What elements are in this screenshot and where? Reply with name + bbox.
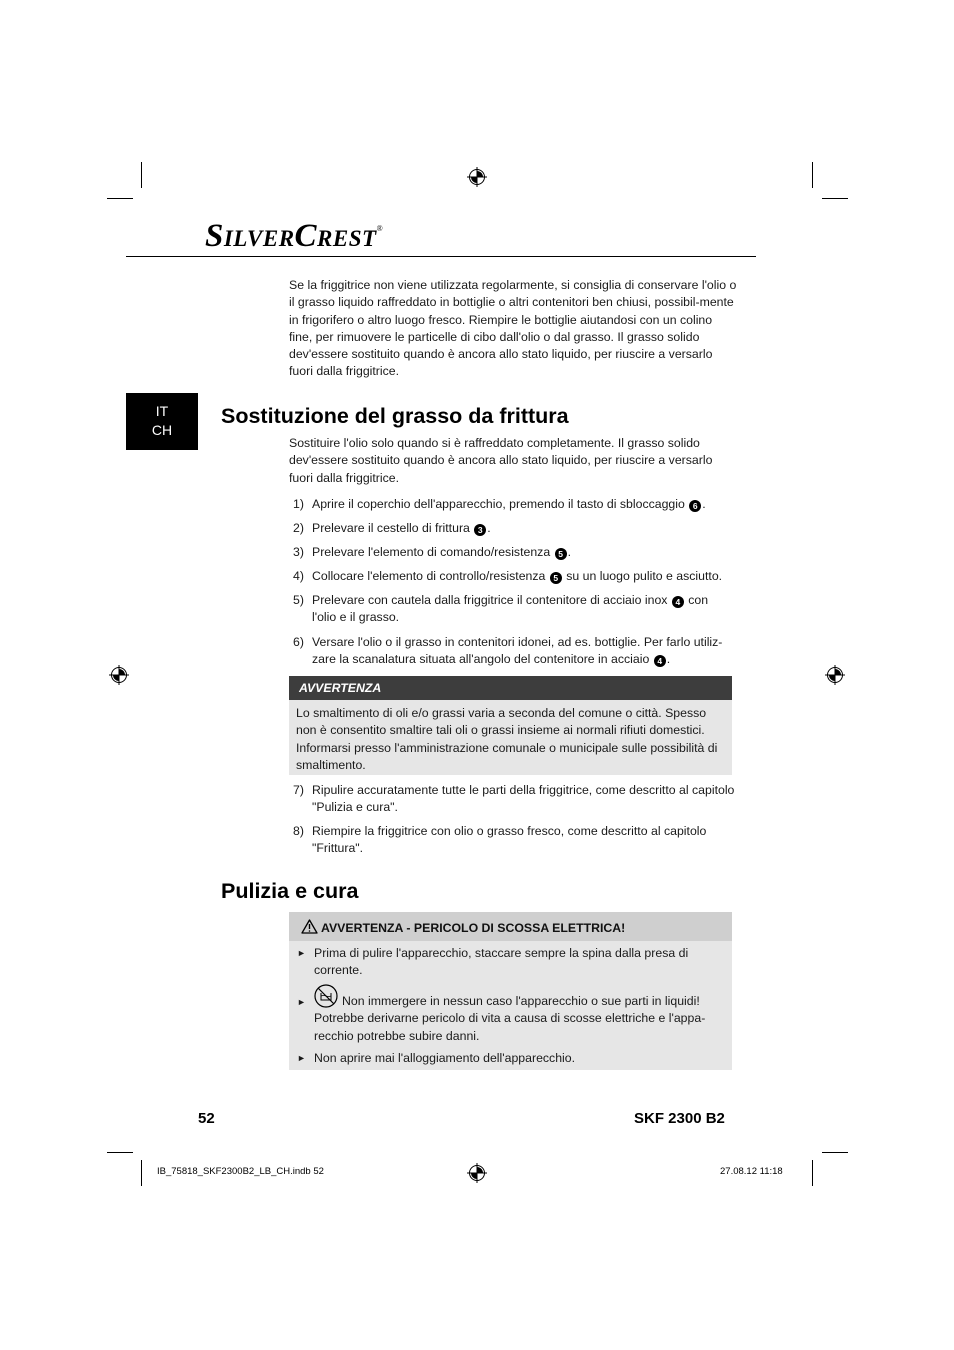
warning-text: Lo smaltimento di oli e/o grassi varia a seconda del comune o città. Spesso non è consentito smaltire tali oli o grassi insieme ai normali rifiuti domestici. Informarsi presso l'amministrazione comunale o municipale sulle possibilità di smaltimento. [296,706,718,772]
section-intro: Sostituire l'olio solo quando si è raffreddato completamente. Il grasso solido dev'essere sostituito quando è ancora allo stato liquido, per riuscire a versarlo fuori dalla friggitrice. [289,436,713,485]
crop-mark [812,1160,813,1186]
warning-title: AVVERTENZA [289,676,732,700]
list-item: 3) Prelevare l'elemento di comando/resistenza 5 . [293,545,572,559]
page-number: 52 [198,1110,215,1127]
electric-warning-box [289,912,732,1070]
list-item: ► Prima di pulire l'apparecchio, staccare sempre la spina dalla presa di corrente. [297,946,689,978]
header-rule [126,256,756,257]
crop-mark [107,198,133,199]
list-item: 2) Prelevare il cestello di frittura 3 . [293,521,491,535]
brand-logo: SILVERCREST® [205,218,384,254]
registration-mark-icon [467,1163,487,1183]
part-ref-badge: 5 [550,572,562,584]
list-item: ► Non immergere in nessun caso l'apparecchio o sue parti in liquidi! Potrebbe derivarne pericolo di vita a causa di scosse elettriche e l'appa-recchio potrebbe subire danni. [297,986,717,1045]
crop-mark [141,162,142,188]
list-item: ► Non aprire mai l'alloggiamento dell'apparecchio. [297,1050,717,1067]
list-item: 5) Prelevare con cautela dalla friggitrice il contenitore di acciaio inox 4 con l'olio e il grasso. [293,593,709,625]
section-title: Sostituzione del grasso da frittura [221,404,569,428]
registration-mark-icon [825,665,845,685]
part-ref-badge: 5 [555,548,567,560]
list-item: 8) Riempire la friggitrice con olio o grasso fresco, come descritto al capitolo "Frittura". [293,824,707,856]
bullet-arrow-icon: ► [297,948,306,958]
slug-date: 27.08.12 11:18 [720,1166,783,1177]
warning-title: AVVERTENZA - PERICOLO DI SCOSSA ELETTRICA! [289,912,732,941]
crop-mark [822,198,848,199]
warning-box [289,676,732,775]
language-code: IT [155,403,169,419]
bullet-arrow-icon: ► [297,997,306,1007]
registration-mark-icon [109,665,129,685]
crop-mark [822,1152,848,1153]
slug-file: IB_75818_SKF2300B2_LB_CH.indb 52 [157,1166,324,1177]
crop-mark [107,1152,133,1153]
model-number: SKF 2300 B2 [634,1110,725,1127]
no-immersion-icon [314,984,338,1008]
warning-triangle-icon [301,919,318,934]
list-item: 4) Collocare l'elemento di controllo/resistenza 5 su un luogo pulito e asciutto. [293,569,723,583]
list-item: 6) Versare l'olio o il grasso in contenitori idonei, ad es. bottiglie. Per farlo utiliz-zare la scanalatura situata all'angolo del contenitore in acciaio 4 . [293,635,723,667]
intro-paragraph: Se la friggitrice non viene utilizzata regolarmente, si consiglia di conservare l'olio o il grasso liquido raffreddato in bottiglie o altri contenitori ben chiusi, possibil-mente in frigorifero o altro luogo fresco. Riempire le bottiglie aiutandosi con un colino fine, per rimuovere le particelle di cibo dall'olio o dal grasso. Il grasso solido dev'essere sostituito quando è ancora allo stato liquido, per riuscire a versarlo fuori dalla friggitrice. [289,278,737,379]
registration-mark-icon [467,167,487,187]
crop-mark [141,1160,142,1186]
bullet-arrow-icon: ► [297,1053,306,1063]
part-ref-badge: 6 [689,500,701,512]
list-item: 1) Aprire il coperchio dell'apparecchio, premendo il tasto di sbloccaggio 6 . [293,497,706,511]
language-tab [126,393,198,450]
list-item: 7) Ripulire accuratamente tutte le parti della friggitrice, come descritto al capitolo "Pulizia e cura". [293,783,735,815]
part-ref-badge: 4 [654,655,666,667]
section-title: Pulizia e cura [221,879,359,903]
country-code: CH [151,422,173,438]
crop-mark [812,162,813,188]
part-ref-badge: 4 [672,596,684,608]
part-ref-badge: 3 [474,524,486,536]
